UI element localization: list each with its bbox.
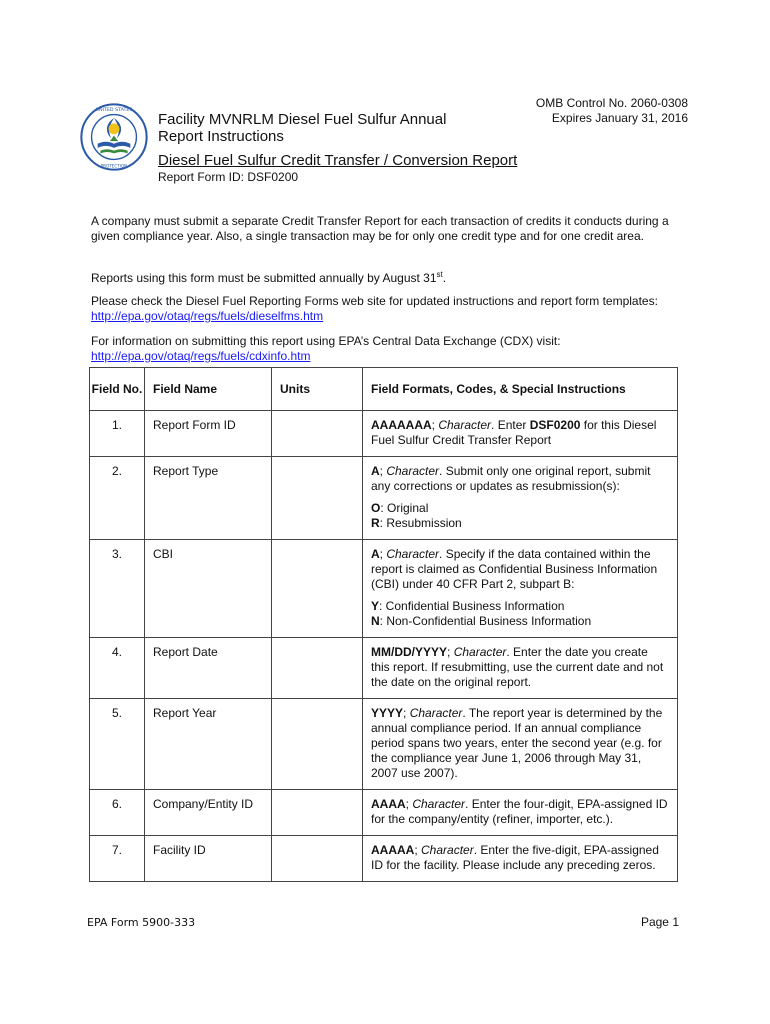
field-name-cell: Report Type xyxy=(145,457,272,540)
title-line-2: Report Instructions xyxy=(158,128,284,145)
table-row xyxy=(90,540,678,638)
format-description xyxy=(371,645,669,690)
format-description xyxy=(371,706,669,781)
table-row xyxy=(90,790,678,836)
format-instruction-text: . Specify if the data contained within the report is claimed as Confidential Business Information (CBI) under 40 CFR Part 2, subpart B: xyxy=(371,547,658,591)
report-subtitle: Diesel Fuel Sulfur Credit Transfer / Conversion Report xyxy=(158,152,518,169)
format-code: AAAAAAA xyxy=(371,418,432,432)
expiration-date: Expires January 31, 2016 xyxy=(551,111,688,125)
field-number-cell: 4. xyxy=(90,638,145,699)
field-name-cell: CBI xyxy=(145,540,272,638)
units-cell xyxy=(272,540,363,638)
epa-seal-logo xyxy=(80,103,148,171)
templates-text: Please check the Diesel Fuel Reporting Forms web site for updated instructions and report form templates: xyxy=(91,294,658,308)
code-description: : Non-Confidential Business Information xyxy=(379,614,592,628)
format-separator: ; xyxy=(379,547,387,561)
header-units: Units xyxy=(272,368,363,411)
format-separator: ; xyxy=(405,797,413,811)
epa-form-number: EPA Form 5900-333 xyxy=(87,916,196,929)
field-number-cell: 5. xyxy=(90,699,145,790)
format-description xyxy=(371,464,669,494)
format-description xyxy=(371,797,669,827)
format-instruction-text: . Submit only one original report, submit any corrections or updates as resubmission(s): xyxy=(371,464,651,493)
format-type: Character xyxy=(386,547,440,561)
units-cell xyxy=(272,411,363,457)
format-instructions-cell xyxy=(363,790,678,836)
format-separator: ; xyxy=(447,645,454,659)
units-cell xyxy=(272,638,363,699)
code-list xyxy=(371,501,669,531)
format-type: Character xyxy=(438,418,492,432)
field-number-cell: 7. xyxy=(90,836,145,882)
field-name-cell: Report Form ID xyxy=(145,411,272,457)
units-cell xyxy=(272,836,363,882)
dieselfms-link[interactable]: http://epa.gov/otaq/regs/fuels/dieselfms.htm xyxy=(91,309,324,323)
report-form-id: Report Form ID: DSF0200 xyxy=(158,170,299,184)
header-field-name: Field Name xyxy=(145,368,272,411)
table-header-row xyxy=(90,368,678,411)
code-letter: N xyxy=(371,614,380,628)
units-cell xyxy=(272,457,363,540)
code-letter: Y xyxy=(371,599,380,613)
field-number-cell: 2. xyxy=(90,457,145,540)
format-instruction-text: . Enter the date you create this report. If resubmitting, use the current date and not the date on the original report. xyxy=(371,645,664,689)
omb-control-number: OMB Control No. 2060-0308 xyxy=(535,96,688,110)
intro-paragraph-4 xyxy=(91,334,681,364)
format-type: Character xyxy=(421,843,474,857)
intro-paragraph-3 xyxy=(91,294,681,324)
table-row xyxy=(90,638,678,699)
code-description: : Confidential Business Information xyxy=(379,599,565,613)
format-separator: ; xyxy=(414,843,422,857)
field-instructions-table xyxy=(89,367,678,882)
format-description xyxy=(371,843,669,873)
table-row xyxy=(90,411,678,457)
code-option xyxy=(371,599,669,614)
deadline-superscript: st xyxy=(436,270,443,279)
format-code: MM/DD/YYYY xyxy=(371,645,448,659)
code-option xyxy=(371,501,669,516)
format-instructions-cell xyxy=(363,411,678,457)
cdxinfo-link[interactable]: http://epa.gov/otaq/regs/fuels/cdxinfo.htm xyxy=(91,349,311,363)
code-letter: R xyxy=(371,516,380,530)
format-description xyxy=(371,418,669,448)
format-type: Character xyxy=(412,797,466,811)
code-letter: O xyxy=(371,501,381,515)
field-number-cell: 1. xyxy=(90,411,145,457)
form-id-value: DSF0200 xyxy=(529,418,581,432)
intro-paragraph-2 xyxy=(91,267,681,286)
header-field-no: Field No. xyxy=(90,368,145,411)
format-instruction-text: . Enter the four-digit, EPA-assigned ID for the company/entity (refiner, importer, etc.). xyxy=(371,797,668,826)
format-type: Character xyxy=(453,645,507,659)
field-name-cell: Facility ID xyxy=(145,836,272,882)
format-type: Character xyxy=(409,706,463,720)
format-instruction-text: . Enter the five-digit, EPA-assigned ID for the facility. Please include any preceding zeros. xyxy=(371,843,659,872)
format-instructions-cell xyxy=(363,836,678,882)
intro-paragraph-1: A company must submit a separate Credit Transfer Report for each transaction of credits it conducts during a given compliance year. Also, a single transaction may be for only one credit type and for one credit area. xyxy=(91,214,669,243)
format-instruction-text: for this Diesel Fuel Sulfur Credit Transfer Report xyxy=(371,418,657,447)
format-type: Character xyxy=(386,464,440,478)
table-row xyxy=(90,836,678,882)
document-title xyxy=(158,111,468,145)
cdx-text: For information on submitting this report using EPA’s Central Data Exchange (CDX) visit: xyxy=(91,334,561,348)
field-number-cell: 3. xyxy=(90,540,145,638)
svg-text:PROTECTION: PROTECTION xyxy=(100,163,128,169)
table-row xyxy=(90,457,678,540)
format-code: YYYY xyxy=(371,706,404,720)
format-instructions-cell xyxy=(363,457,678,540)
format-separator: ; xyxy=(403,706,410,720)
field-name-cell: Report Year xyxy=(145,699,272,790)
format-instructions-cell xyxy=(363,638,678,699)
field-name-cell: Company/Entity ID xyxy=(145,790,272,836)
header-formats: Field Formats, Codes, & Special Instructions xyxy=(363,368,678,411)
table-row xyxy=(90,699,678,790)
format-code: AAAAA xyxy=(371,843,415,857)
format-instructions-cell xyxy=(363,699,678,790)
format-code: AAAA xyxy=(371,797,406,811)
format-code: A xyxy=(371,547,380,561)
deadline-period: . xyxy=(442,271,447,285)
code-list xyxy=(371,599,669,629)
code-description: : Original xyxy=(380,501,429,515)
format-instruction-text: . The report year is determined by the annual compliance period. If an annual compliance period spans two years, enter the second year (e.g. for the compliance year June 1, 2006 through May 31, 2007 use 2007). xyxy=(371,706,663,780)
format-separator: ; xyxy=(379,464,387,478)
omb-control-block xyxy=(536,96,688,126)
units-cell xyxy=(272,790,363,836)
page-number: Page 1 xyxy=(640,915,679,929)
code-option xyxy=(371,516,669,531)
code-description: : Resubmission xyxy=(379,516,462,530)
field-number-cell: 6. xyxy=(90,790,145,836)
format-instructions-cell xyxy=(363,540,678,638)
format-description xyxy=(371,547,669,592)
code-option xyxy=(371,614,669,629)
field-name-cell: Report Date xyxy=(145,638,272,699)
format-code: A xyxy=(371,464,380,478)
format-separator: ; xyxy=(431,418,439,432)
deadline-text: Reports using this form must be submitted annually by August 31 xyxy=(91,271,437,285)
units-cell xyxy=(272,699,363,790)
svg-text:UNITED STATES: UNITED STATES xyxy=(95,108,133,114)
title-line-1: Facility MVNRLM Diesel Fuel Sulfur Annual xyxy=(158,111,447,128)
format-pre-text: . Enter xyxy=(491,418,530,432)
